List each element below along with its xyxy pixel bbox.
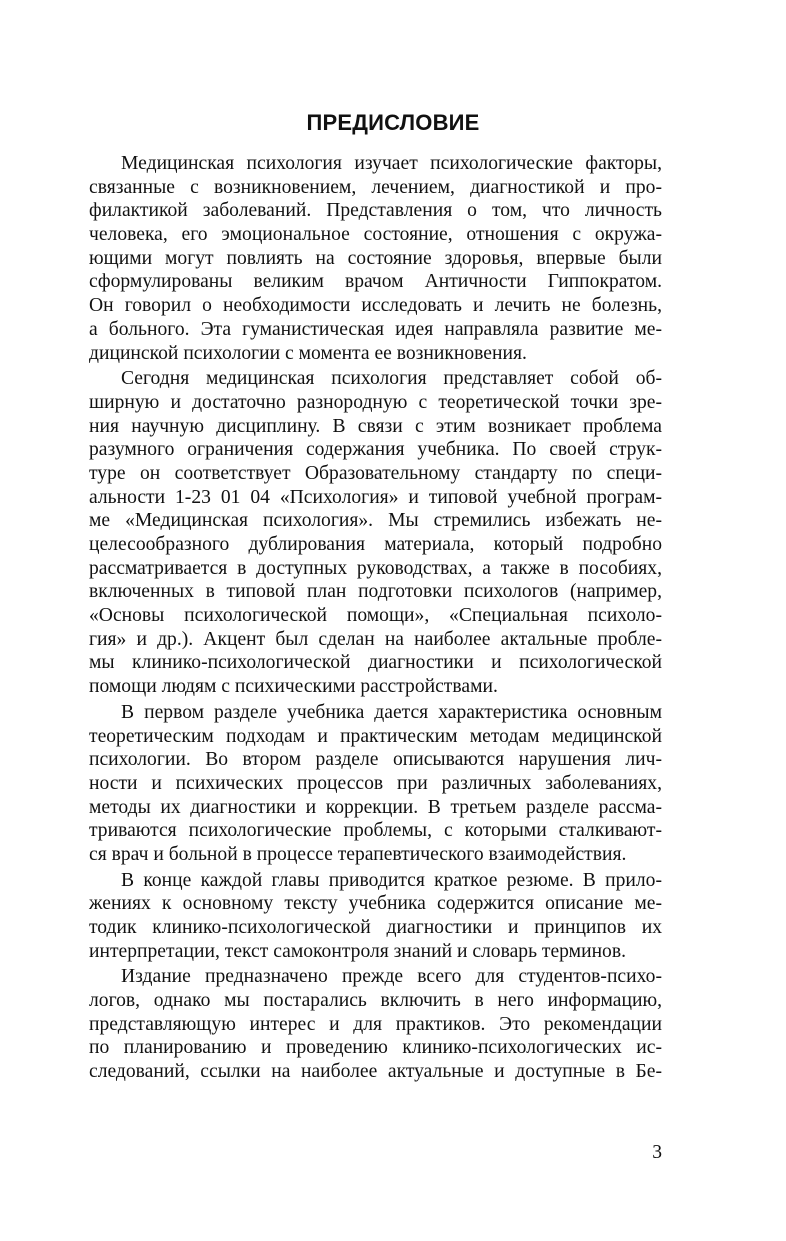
text-line: «Основы психологической помощи», «Специальная психоло- [89, 605, 662, 627]
text-line: по планированию и проведению клинико-психологических ис- [89, 1037, 662, 1059]
text-line: Медицинская психология изучает психологические факторы, [121, 153, 662, 174]
paragraph [89, 965, 662, 1083]
text-line: теоретическим подходам и практическим методам медицинской [89, 725, 662, 747]
text-line: а больного. Эта гуманистическая идея направляла развитие ме- [89, 318, 662, 340]
paragraph [89, 367, 662, 699]
text-line: жениях к основному тексту учебника содержится описание ме- [89, 893, 662, 915]
text-line: ся врач и больной в процессе терапевтического взаимодействия. [89, 843, 627, 865]
text-line: человека, его эмоциональное состояние, отношения с окружа- [89, 224, 662, 246]
text-line: Издание предназначено прежде всего для студентов-психо- [121, 966, 662, 988]
text-line: рассматривается в доступных руководствах, а также в пособиях, [89, 557, 662, 579]
body-text [89, 152, 662, 1086]
text-line: целесообразного дублирования материала, который подробно [89, 534, 662, 555]
paragraph [89, 152, 662, 365]
text-line: ности и психических процессов при различных заболеваниях, [89, 772, 662, 794]
text-line: связанные с возникновением, лечением, диагностикой и про- [89, 176, 662, 198]
text-line: тодик клинико-психологической диагностики и принципов их [89, 917, 662, 938]
text-line: филактикой заболеваний. Представления о том, что личность [89, 200, 662, 222]
text-line: разумного ограничения содержания учебника. По своей струк- [89, 439, 662, 461]
page-number: 3 [652, 1142, 662, 1163]
text-line: мы клинико-психологической диагностики и психологической [89, 652, 662, 674]
text-line: следований, ссылки на наиболее актуальные и доступные в Бе- [89, 1061, 662, 1083]
text-line: туре он соответствует Образовательному стандарту по специ- [89, 462, 662, 484]
text-line: ширную и достаточно разнородную с теоретической точки зре- [89, 391, 662, 413]
text-line: помощи людям с психическими расстройствами. [89, 676, 498, 698]
paragraph [89, 869, 662, 964]
text-line: включенных в типовой план подготовки психологов (например, [89, 581, 662, 603]
text-line: ющими могут повлиять на состояние здоровья, впервые были [89, 247, 662, 269]
text-line: гия» и др.). Акцент был сделан на наиболее актальные пробле- [89, 628, 662, 650]
text-line: сформулированы великим врачом Античности Гиппократом. [89, 271, 662, 293]
text-line: Он говорил о необходимости исследовать и лечить не болезнь, [89, 295, 662, 317]
text-line: логов, однако мы постарались включить в него информацию, [89, 990, 662, 1012]
text-line: представляющую интерес и для практиков. Это рекомендации [89, 1013, 662, 1035]
page-title: ПРЕДИСЛОВИЕ [306, 110, 480, 135]
text-line: триваются психологические проблемы, с которыми сталкивают- [89, 820, 662, 842]
text-line: психологии. Во втором разделе описываются нарушения лич- [89, 749, 662, 771]
text-line: методы их диагностики и коррекции. В третьем разделе рассма- [89, 796, 662, 818]
text-line: ме «Медицинская психология». Мы стремились избежать не- [89, 510, 662, 532]
paragraph [89, 701, 662, 867]
text-line: В первом разделе учебника дается характеристика основным [121, 701, 662, 723]
text-line: интерпретации, текст самоконтроля знаний и словарь терминов. [89, 940, 627, 962]
text-line: В конце каждой главы приводится краткое резюме. В прило- [121, 869, 662, 891]
text-line: альности 1-23 01 04 «Психология» и типовой учебной програм- [89, 486, 662, 508]
text-line: ния научную дисциплину. В связи с этим возникает проблема [89, 415, 662, 437]
text-line: Сегодня медицинская психология представляет собой об- [121, 368, 662, 390]
text-line: дицинской психологии с момента ее возникновения. [89, 342, 527, 364]
